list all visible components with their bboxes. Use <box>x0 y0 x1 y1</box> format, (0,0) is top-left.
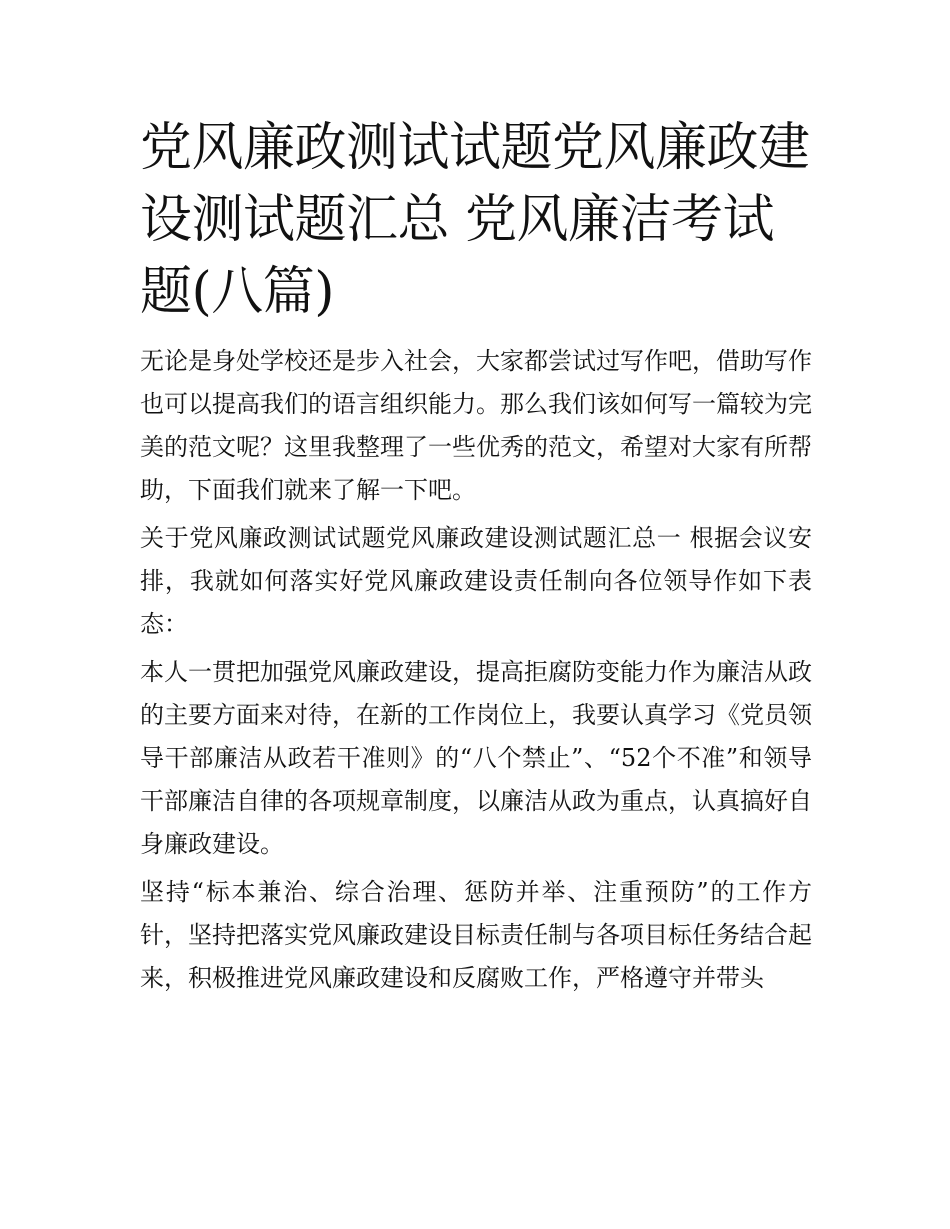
paragraph-commitment: 本人一贯把加强党风廉政建设，提高拒腐防变能力作为廉洁从政的主要方面来对待，在新的工作岗位上，我要认真学习《党员领导干部廉洁从政若干准则》的“八个禁止”、“52个不准”和领导干部廉洁自律的各项规章制度，以廉洁从政为重点，认真搞好自身廉政建设。 <box>140 658 812 858</box>
paragraph-opening: 关于党风廉政测试试题党风廉政建设测试题汇总一 根据会议安排，我就如何落实好党风廉政建设责任制向各位领导作如下表态： <box>140 524 812 638</box>
paragraph-policy: 坚持“标本兼治、综合治理、惩防并举、注重预防”的工作方针，坚持把落实党风廉政建设目标责任制与各项目标任务结合起来，积极推进党风廉政建设和反腐败工作，严格遵守并带头 <box>140 878 812 992</box>
paragraph-intro: 无论是身处学校还是步入社会，大家都尝试过写作吧，借助写作也可以提高我们的语言组织能力。那么我们该如何写一篇较为完美的范文呢？这里我整理了一些优秀的范文，希望对大家有所帮助，下面我们就来了解一下吧。 <box>140 347 812 504</box>
document-title: 党风廉政测试试题党风廉政建设测试题汇总 党风廉洁考试题(八篇) <box>140 118 810 322</box>
document-page <box>140 112 812 1005</box>
